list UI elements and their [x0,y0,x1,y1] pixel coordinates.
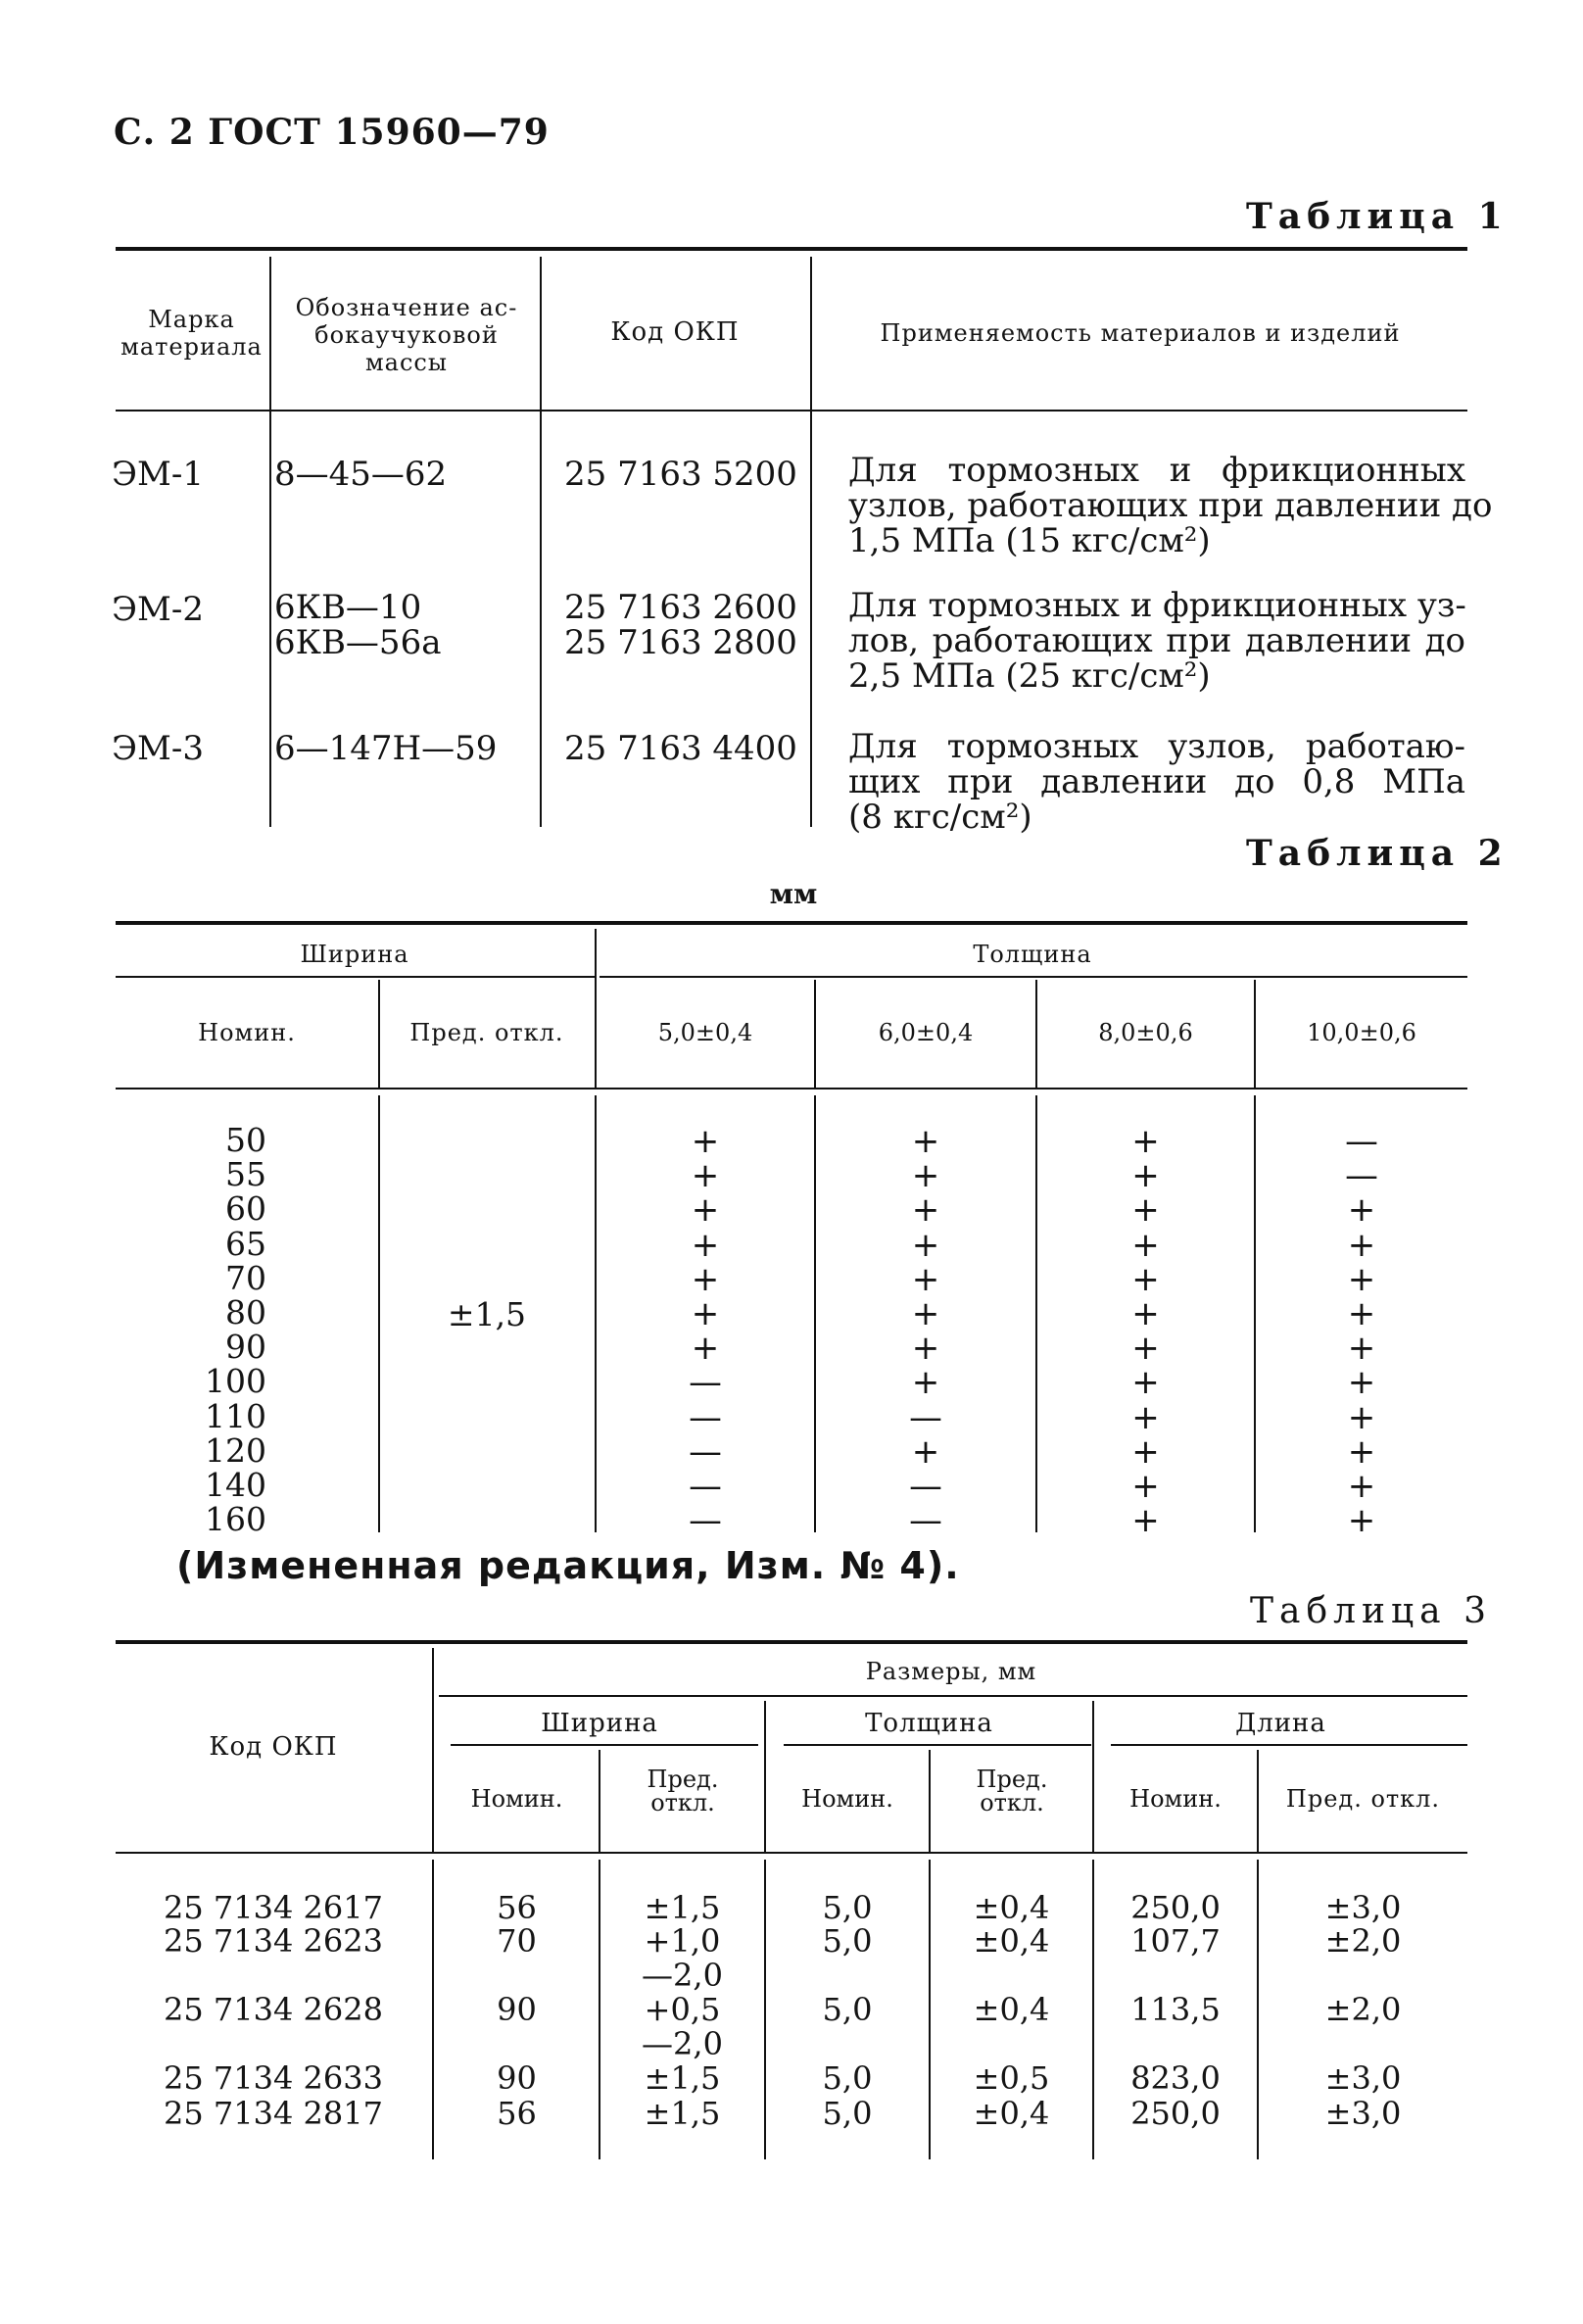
mark: + [911,1431,940,1472]
table3-length-tolerance: ±2,0 [1324,1991,1402,2028]
width-value: 50 [225,1121,266,1159]
page-header: С. 2 ГОСТ 15960—79 [114,112,550,153]
table3-header-nominal: Номин. [801,1785,893,1813]
mark: — [689,1501,722,1541]
text-line: щих при давлении до 0,8 МПа [848,762,1465,801]
mark: — [909,1466,942,1506]
table1-okp: 25 7163 4400 [564,729,797,768]
text-line: Для тормозных и фрикционных уз- [848,586,1466,625]
table2-top-rule [116,921,1467,925]
width-value: 160 [205,1500,266,1539]
mark: + [1131,1122,1160,1161]
table3-width-tolerance: ±1,5 [644,2059,721,2097]
text-line: лов, работающих при давлении до [848,621,1465,660]
table1-divider [810,257,812,827]
table3-title: Таблица 3 [1250,1591,1492,1631]
mark: + [1347,1466,1376,1506]
mark: + [911,1225,940,1265]
table2-column [1037,1122,1254,1541]
table2-header-width: Ширина [300,941,409,968]
mark: + [1131,1329,1160,1369]
mark: + [1131,1363,1160,1403]
table3-thickness-tolerance: ±0,5 [973,2059,1050,2097]
table3-header-rule [116,1852,1467,1854]
table2-header-tolerance: Пред. откл. [409,1019,564,1046]
table3-header-tolerance: Пред. откл. [647,1766,719,1816]
text-line: +1,0 [644,1922,721,1960]
table3-divider [929,1750,931,1852]
table2-header-thickness-value: 6,0±0,4 [878,1019,974,1046]
table3-okp: 25 7134 2617 [164,1889,383,1926]
text-line: —2,0 [642,1957,723,1994]
table3-thickness: 5,0 [822,1991,873,2028]
table1-grade: ЭМ-1 [112,455,204,494]
table3-length: 113,5 [1130,1991,1221,2028]
text-line: 1,5 МПа (15 кгс/см²) [848,521,1211,560]
table3-width-tolerance [600,1924,764,1993]
mark: + [691,1122,720,1161]
table3-width: 90 [497,2059,537,2097]
mark: + [1347,1397,1376,1437]
table2-header-thickness-value: 10,0±0,6 [1307,1019,1416,1046]
mark: — [689,1397,722,1437]
width-value: 140 [205,1465,266,1504]
mark: — [689,1363,722,1403]
table2-column [597,1122,814,1541]
width-value: 110 [205,1396,266,1435]
table3-width-tolerance [600,1993,764,2061]
text-line: 25 7163 2800 [564,623,797,662]
table1-top-rule [116,247,1467,251]
table3-length-tolerance: ±3,0 [1324,2095,1402,2132]
table1-designation [274,590,441,660]
table3-length: 250,0 [1130,2095,1221,2132]
mark: + [1347,1363,1376,1403]
table1-okp: 25 7163 5200 [564,455,797,494]
table3-width: 56 [497,1889,537,1926]
table3-divider [599,1750,600,1852]
table3-divider [432,1648,434,1852]
mark: + [1131,1156,1160,1196]
table3-subheader-rule [1111,1744,1467,1746]
table1-applicability [848,588,1465,694]
width-value: 80 [225,1292,266,1331]
mark: + [1347,1329,1376,1369]
table3-header-nominal: Номин. [470,1785,563,1813]
table1-applicability [848,451,1493,560]
table1-designation: 8—45—62 [274,455,448,494]
table1-applicability [848,729,1465,835]
mark: + [911,1122,940,1161]
table3-thickness-tolerance: ±0,4 [973,1889,1050,1926]
table3-thickness-tolerance: ±0,4 [973,1991,1050,2028]
table2-subheader-rule [600,976,1467,978]
table3-subheader-rule [439,1695,1467,1697]
table3-header-tolerance: Пред. откл. [976,1766,1048,1816]
table2-header-thickness-value: 8,0±0,6 [1098,1019,1193,1046]
amendment-note: (Измененная редакция, Изм. № 4). [176,1544,960,1587]
width-value: 55 [225,1155,266,1194]
mark: + [911,1363,940,1403]
table3-length-tolerance: ±3,0 [1324,2059,1402,2097]
table3-header-sizes: Размеры, мм [865,1658,1037,1685]
mark: + [691,1225,720,1265]
table3-thickness: 5,0 [822,2095,873,2132]
table3-thickness: 5,0 [822,1889,873,1926]
table1-header-applicability: Применяемость материалов и изделий [880,319,1401,347]
table3-subheader-rule [451,1744,758,1746]
mark: + [1347,1501,1376,1541]
mark: — [1345,1122,1378,1161]
mark: + [1347,1225,1376,1265]
table3-okp: 25 7134 2623 [164,1922,383,1960]
table3-width: 70 [497,1922,537,1960]
table1-header-grade: Марка материала [120,306,263,361]
table3-header-length: Длина [1235,1709,1326,1738]
table3-header-width: Ширина [541,1709,658,1738]
table2-header-thickness-value: 5,0±0,4 [657,1019,753,1046]
table1-designation: 6—147Н—59 [274,729,498,768]
mark: — [1345,1156,1378,1196]
text-line: Для тормозных узлов, работаю- [848,727,1465,766]
mark: + [1347,1431,1376,1472]
mark: — [909,1397,942,1437]
width-value: 60 [225,1189,266,1229]
mark: + [1131,1501,1160,1541]
mark: + [691,1190,720,1231]
table3-length: 107,7 [1130,1922,1221,1960]
table1-grade: ЭМ-3 [112,729,204,768]
width-value: 120 [205,1430,266,1470]
table3-top-rule [116,1640,1467,1644]
table3-length: 250,0 [1130,1889,1221,1926]
mark: + [1347,1190,1376,1231]
mark: + [911,1190,940,1231]
table3-okp: 25 7134 2628 [164,1991,383,2028]
mark: — [689,1431,722,1472]
table2-column [1256,1122,1467,1541]
text-line: 6КВ—56а [274,623,442,662]
mark: + [691,1156,720,1196]
table2-divider [595,929,597,1088]
table2-header-rule [116,1088,1467,1089]
mark: + [911,1259,940,1299]
mark: + [1347,1293,1376,1333]
mark: + [691,1329,720,1369]
table3-header-nominal: Номин. [1129,1785,1222,1813]
mark: + [691,1259,720,1299]
mark: + [1131,1397,1160,1437]
table3-width: 56 [497,2095,537,2132]
table3-divider [432,1860,434,2159]
mark: — [909,1501,942,1541]
width-value: 90 [225,1328,266,1367]
mark: + [691,1293,720,1333]
table3-subheader-rule [784,1744,1091,1746]
table2-header-thickness: Толщина [973,941,1092,968]
table1-header-okp: Код ОКП [610,317,740,347]
text-line: +0,5 [644,1991,721,2028]
mark: + [1347,1259,1376,1299]
table1-grade: ЭМ-2 [112,590,204,629]
table3-okp: 25 7134 2817 [164,2095,383,2132]
table2-width-tolerance: ±1,5 [447,1295,527,1333]
width-value: 65 [225,1224,266,1263]
text-line: (8 кгс/см²) [848,798,1032,837]
table1-header-rule [116,410,1467,412]
table3-width-tolerance: ±1,5 [644,1889,721,1926]
table3-thickness-tolerance: ±0,4 [973,2095,1050,2132]
text-line: 6КВ—10 [274,588,422,627]
table2-unit: мм [769,878,818,910]
text-line: 2,5 МПа (25 кгс/см²) [848,656,1211,696]
table3-width-tolerance: ±1,5 [644,2095,721,2132]
table3-header-thickness: Толщина [865,1709,993,1738]
mark: — [689,1466,722,1506]
table2-column [816,1122,1035,1541]
table3-header-tolerance: Пред. откл. [1285,1785,1441,1813]
table1-divider [269,257,271,827]
table3-okp: 25 7134 2633 [164,2059,383,2097]
text-line: Для тормозных и фрикционных [848,451,1465,490]
mark: + [1131,1190,1160,1231]
mark: + [1131,1293,1160,1333]
table3-thickness-tolerance: ±0,4 [973,1922,1050,1960]
table1-okp [564,590,797,660]
table1-title: Таблица 1 [1246,196,1509,237]
table3-width: 90 [497,1991,537,2028]
mark: + [1131,1431,1160,1472]
table3-thickness: 5,0 [822,2059,873,2097]
table3-length-tolerance: ±3,0 [1324,1889,1402,1926]
text-line: 25 7163 2600 [564,588,797,627]
mark: + [911,1156,940,1196]
mark: + [911,1329,940,1369]
table3-header-okp: Код ОКП [209,1732,338,1762]
table3-length-tolerance: ±2,0 [1324,1922,1402,1960]
mark: + [911,1293,940,1333]
width-value: 70 [225,1258,266,1297]
mark: + [1131,1466,1160,1506]
table3-thickness: 5,0 [822,1922,873,1960]
text-line: —2,0 [642,2025,723,2062]
mark: + [1131,1259,1160,1299]
table2-header-nominal: Номин. [198,1019,296,1046]
text-line: узлов, работающих при давлении до [848,486,1493,525]
table3-length: 823,0 [1130,2059,1221,2097]
table2-widths [147,1121,266,1539]
table2-subheader-rule [116,976,596,978]
mark: + [1131,1225,1160,1265]
table2-title: Таблица 2 [1246,833,1509,874]
table1-header-designation: Обозначение ас-бокаучуковой массы [295,294,518,376]
width-value: 100 [205,1362,266,1401]
